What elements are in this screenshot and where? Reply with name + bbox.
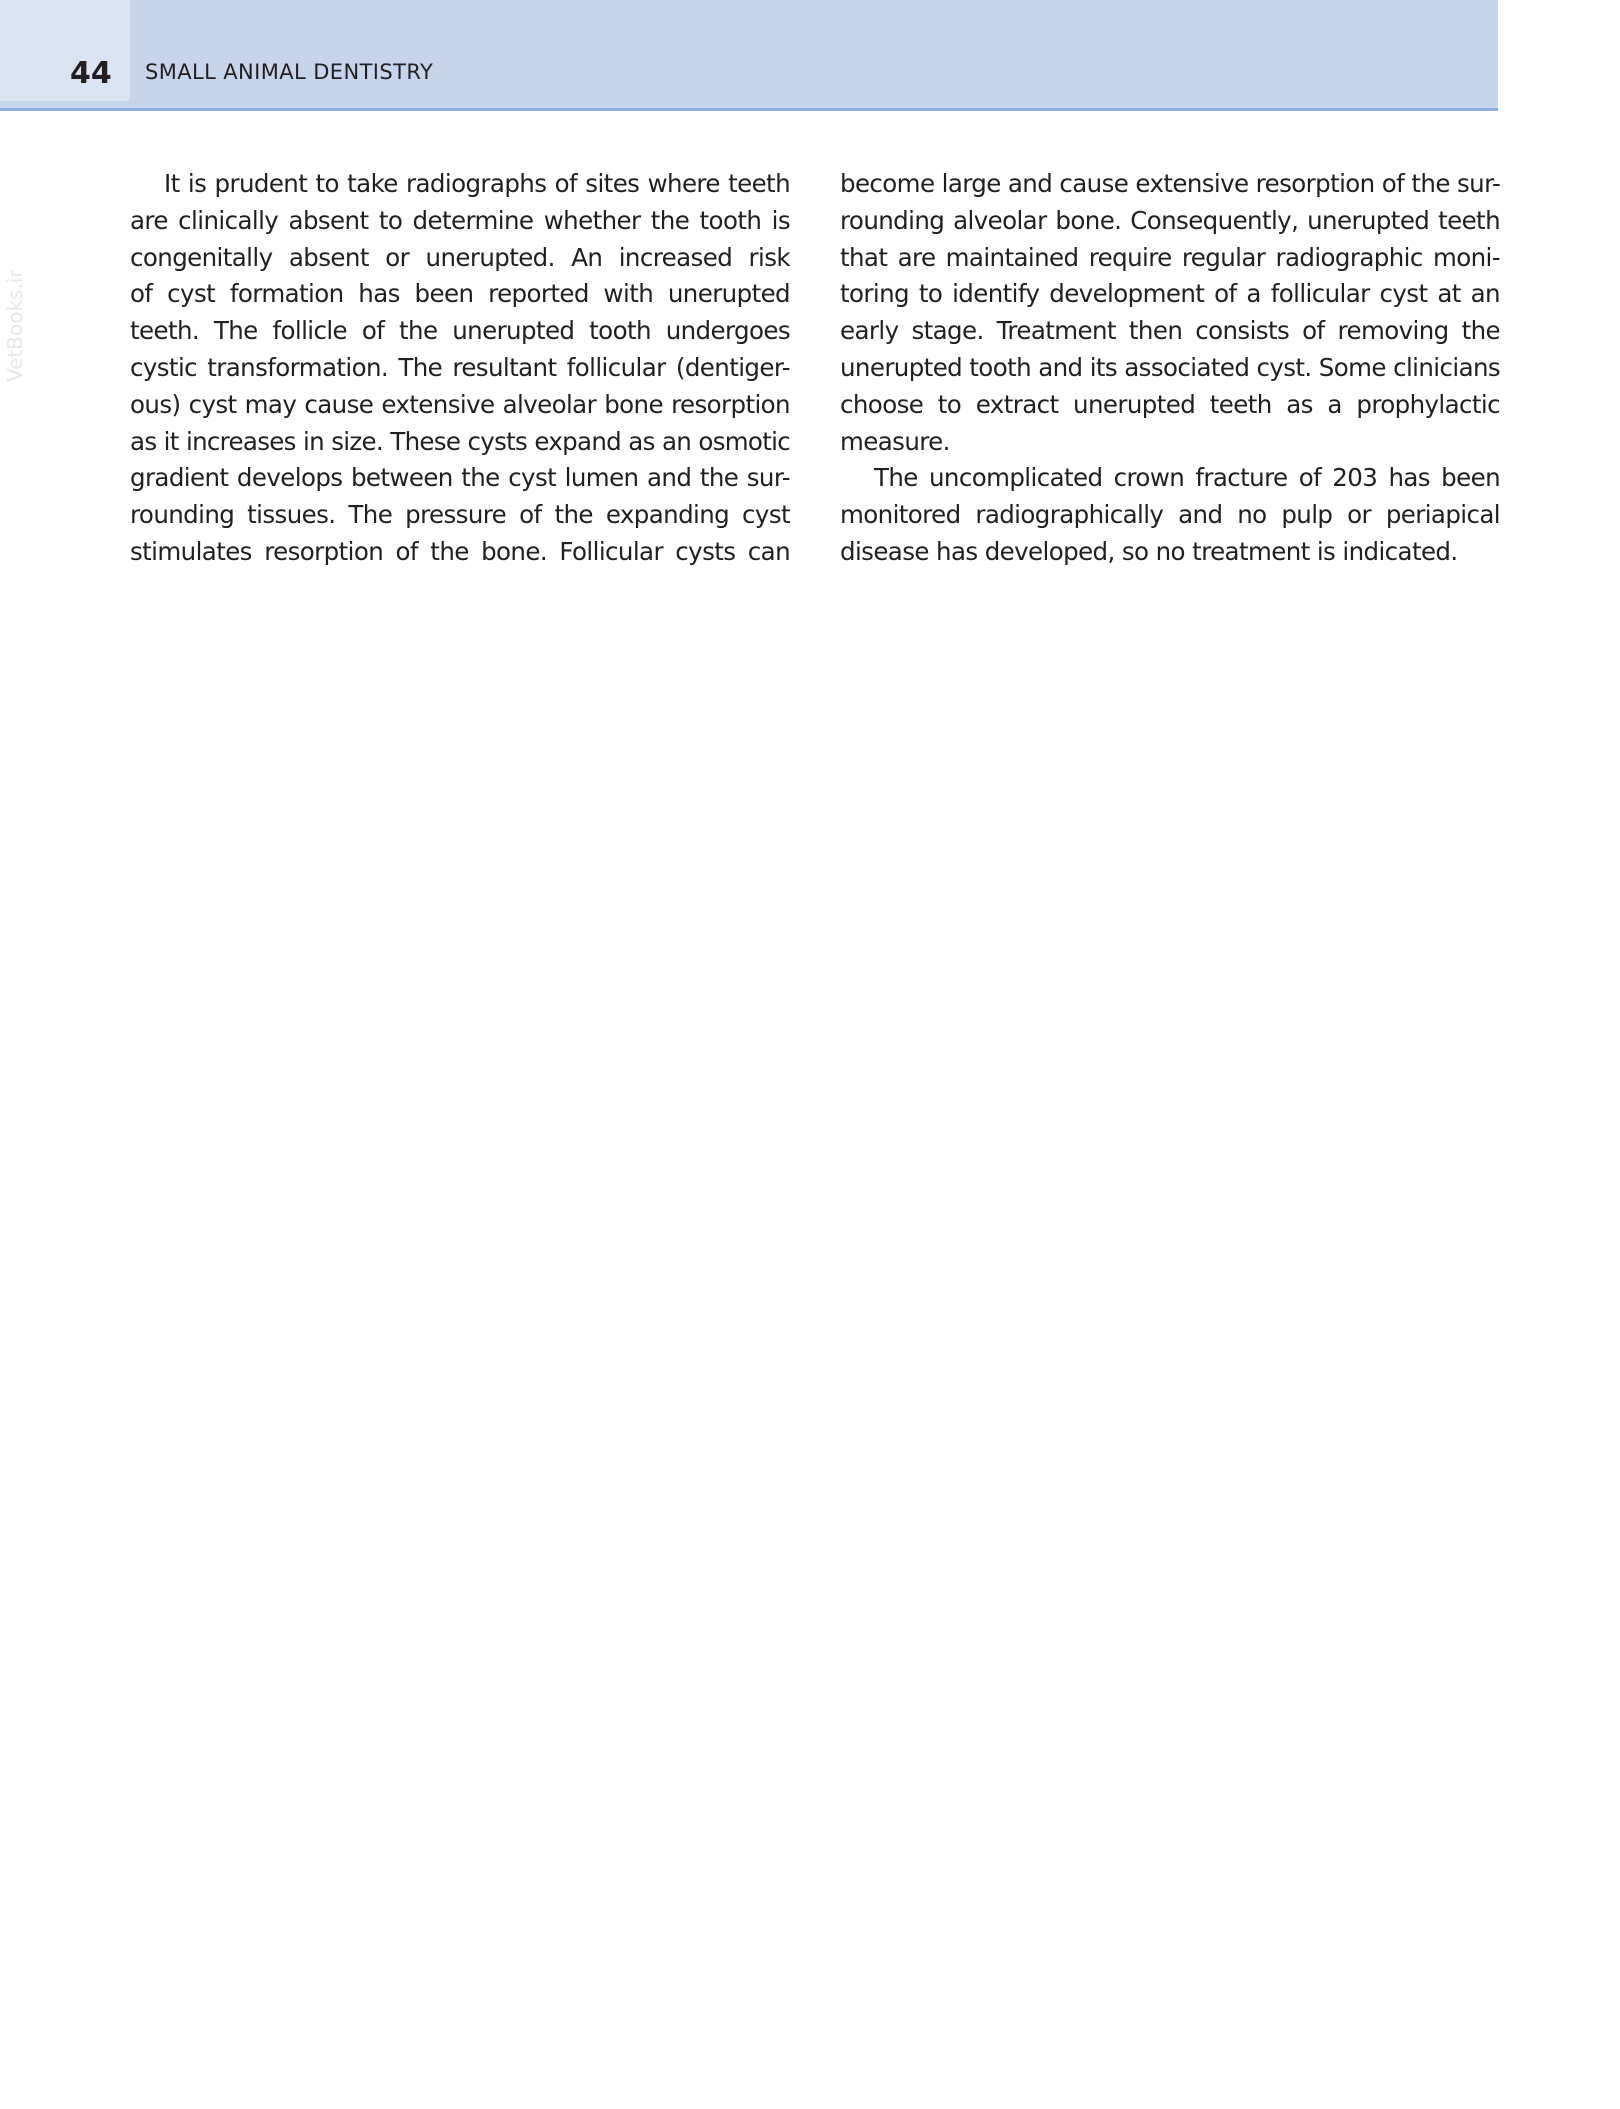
page-number: 44 bbox=[70, 56, 112, 91]
text-line: rounding tissues. The pressure of the expanding cyst bbox=[130, 500, 790, 530]
text-line: The uncomplicated crown fracture of 203 has been bbox=[874, 463, 1500, 493]
text-line: stimulates resorption of the bone. Follicular cysts can bbox=[130, 536, 790, 566]
text-line: of cyst formation has been reported with unerupted bbox=[130, 279, 790, 309]
text-line: early stage. Treatment then consists of removing the bbox=[840, 316, 1500, 346]
running-header-band bbox=[0, 0, 1498, 111]
text-line: measure. bbox=[840, 426, 950, 456]
text-line: disease has developed, so no treatment is indicated. bbox=[840, 536, 1458, 566]
running-title: SMALL ANIMAL DENTISTRY bbox=[145, 60, 434, 84]
text-line: congenitally absent or unerupted. An increased risk bbox=[130, 242, 790, 272]
watermark: VetBooks.ir bbox=[3, 269, 27, 382]
text-line: that are maintained require regular radiographic moni- bbox=[840, 242, 1500, 272]
text-line: It is prudent to take radiographs of sites where teeth bbox=[164, 169, 790, 198]
text-line: rounding alveolar bone. Consequently, unerupted teeth bbox=[840, 205, 1500, 235]
text-line: cystic transformation. The resultant follicular (dentiger- bbox=[130, 352, 790, 382]
text-line: choose to extract unerupted teeth as a prophylactic bbox=[840, 389, 1500, 419]
text-line: unerupted tooth and its associated cyst. Some clinicians bbox=[840, 352, 1501, 382]
text-line: become large and cause extensive resorption of the sur- bbox=[840, 169, 1501, 198]
text-line: toring to identify development of a follicular cyst at an bbox=[840, 279, 1500, 309]
text-line: are clinically absent to determine whether the tooth is bbox=[130, 205, 790, 235]
text-line: teeth. The follicle of the unerupted tooth undergoes bbox=[130, 316, 790, 346]
text-column-right bbox=[840, 166, 1500, 571]
text-line: gradient develops between the cyst lumen and the sur- bbox=[130, 463, 790, 493]
text-line: as it increases in size. These cysts expand as an osmotic bbox=[130, 426, 790, 456]
text-column-left bbox=[130, 166, 790, 571]
text-line: monitored radiographically and no pulp or periapical bbox=[840, 500, 1500, 530]
text-line: ous) cyst may cause extensive alveolar bone resorption bbox=[130, 389, 790, 419]
